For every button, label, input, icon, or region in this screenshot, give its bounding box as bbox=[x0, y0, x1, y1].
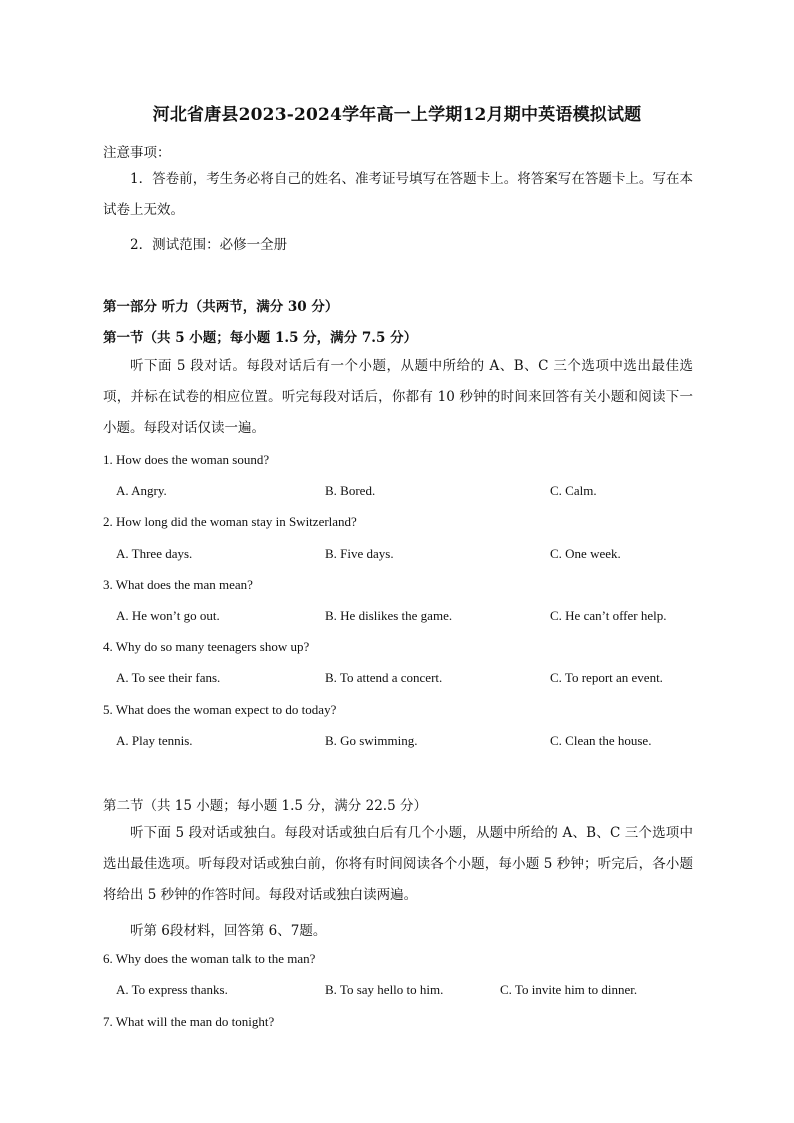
material-note: 听第 6段材料，回答第 6、7题。 bbox=[130, 923, 327, 939]
section1-heading: 第一节（共 5 小题；每小题 1.5 分，满分 7.5 分） bbox=[103, 330, 418, 346]
notes-item-1: 1．答卷前，考生务必将自己的姓名、准考证号填写在答题卡上。将答案写在答题卡上。写在本试卷上无效。 bbox=[103, 171, 693, 218]
question-4-option-c: C. To report an event. bbox=[550, 670, 663, 685]
question-2-option-c: C. One week. bbox=[550, 546, 621, 561]
question-3-option-b: B. He dislikes the game. bbox=[325, 608, 453, 623]
notes-item-2: 2．测试范围：必修一全册 bbox=[130, 237, 288, 253]
question-7: 7. What will the man do tonight? bbox=[103, 1014, 275, 1029]
question-3-option-c: C. He can’t offer help. bbox=[550, 608, 667, 623]
question-1-option-b: B. Bored. bbox=[325, 483, 376, 498]
question-6-option-b: B. To say hello to him. bbox=[325, 982, 444, 997]
question-1-option-a: A. Angry. bbox=[116, 483, 167, 498]
question-2-option-b: B. Five days. bbox=[325, 546, 394, 561]
question-6-option-c: C. To invite him to dinner. bbox=[500, 982, 638, 997]
question-2-option-a: A. Three days. bbox=[116, 546, 193, 561]
part1-heading: 第一部分 听力（共两节，满分 30 分） bbox=[103, 299, 339, 315]
question-6: 6. Why does the woman talk to the man? bbox=[103, 951, 316, 966]
question-5-option-b: B. Go swimming. bbox=[325, 733, 418, 748]
question-4: 4. Why do so many teenagers show up? bbox=[103, 639, 310, 654]
question-4-option-b: B. To attend a concert. bbox=[325, 670, 443, 685]
question-5-option-c: C. Clean the house. bbox=[550, 733, 652, 748]
notes-heading: 注意事项： bbox=[103, 145, 171, 161]
question-6-option-a: A. To express thanks. bbox=[116, 982, 228, 997]
question-3-option-a: A. He won’t go out. bbox=[116, 608, 220, 623]
page-title: 河北省唐县2023-2024学年高一上学期12月期中英语模拟试题 bbox=[152, 105, 642, 125]
section2-heading: 第二节（共 15 小题；每小题 1.5 分，满分 22.5 分） bbox=[103, 798, 427, 814]
question-5: 5. What does the woman expect to do today? bbox=[103, 702, 337, 717]
question-5-option-a: A. Play tennis. bbox=[116, 733, 193, 748]
question-1: 1. How does the woman sound? bbox=[103, 452, 270, 467]
section1-instructions: 听下面 5 段对话。每段对话后有一个小题，从题中所给的 A、B、C 三个选项中选出最佳选项，并标在试卷的相应位置。听完每段对话后，你都有 10 秒钟的时间来回答有关小题和阅读下一小题。每段对话仅读一遍。 bbox=[103, 358, 693, 436]
question-4-option-a: A. To see their fans. bbox=[116, 670, 221, 685]
question-2: 2. How long did the woman stay in Switzerland? bbox=[103, 514, 357, 529]
question-3: 3. What does the man mean? bbox=[103, 577, 253, 592]
section2-instructions: 听下面 5 段对话或独白。每段对话或独白后有几个小题，从题中所给的 A、B、C 三个选项中选出最佳选项。听每段对话或独白前，你将有时间阅读各个小题，每小题 5 秒钟；听完后，各小题将给出 5 秒钟的作答时间。每段对话或独白读两遍。 bbox=[103, 825, 693, 903]
question-1-option-c: C. Calm. bbox=[550, 483, 597, 498]
